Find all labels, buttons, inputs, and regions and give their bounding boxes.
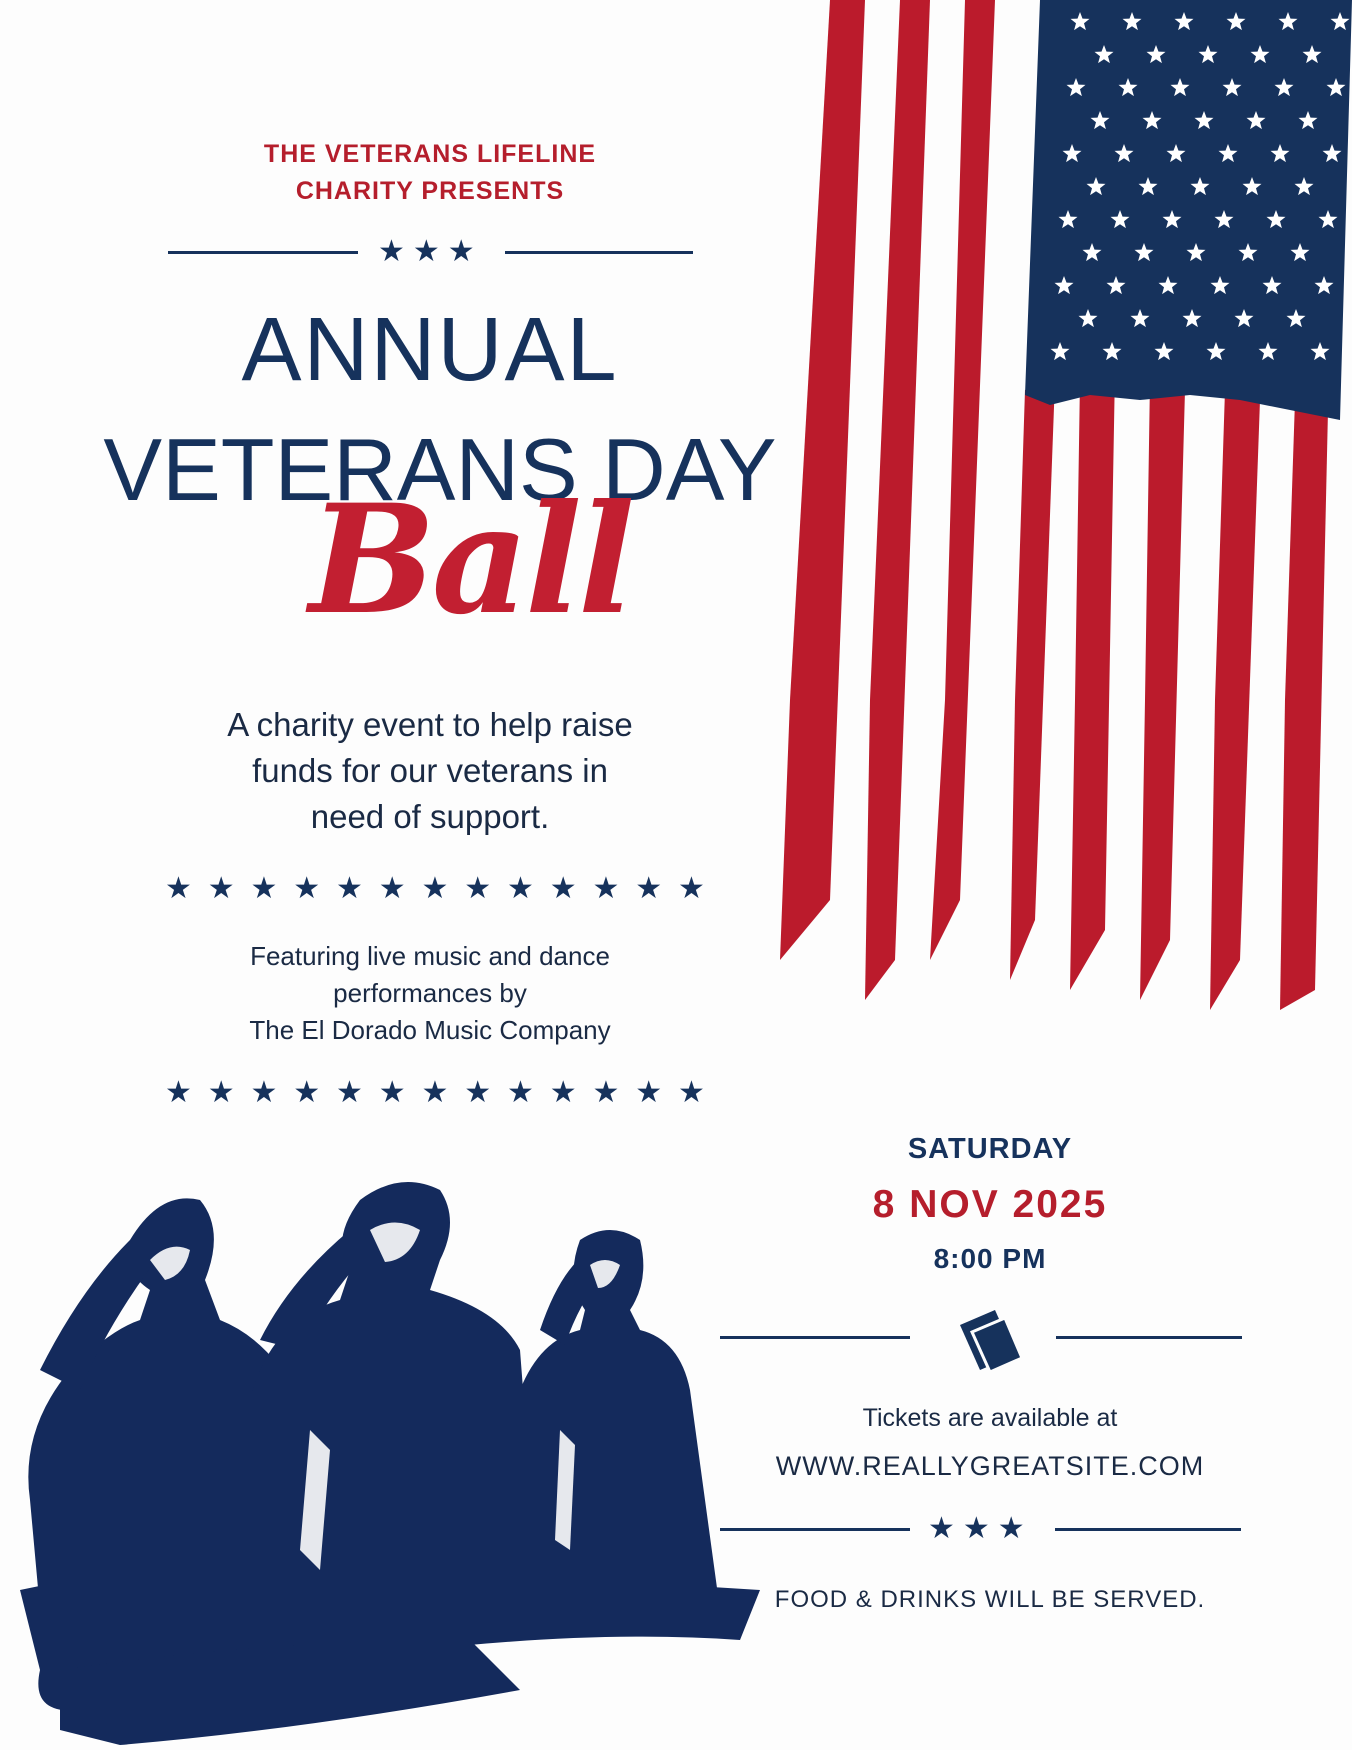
star-icon: ★ [336, 1076, 363, 1109]
star-icon: ★ [250, 872, 278, 905]
star-icon: ★ [549, 1076, 577, 1109]
star-icon: ★ [165, 1076, 192, 1109]
saluting-soldiers-graphic [0, 1170, 790, 1750]
title-veterans-day: VETERANS DAY [103, 420, 777, 519]
star-icon: ★ [165, 872, 192, 905]
star-icon: ★ [421, 1076, 449, 1109]
star-icon: ★ [464, 872, 492, 905]
star-icon: ★ [678, 872, 705, 905]
title-annual: ANNUAL [241, 300, 619, 400]
star-icon: ★ [207, 1076, 235, 1109]
food-drinks-note: FOOD & DRINKS WILL BE SERVED. [774, 1586, 1206, 1613]
presenter-line-1: THE VETERANS LIFELINE [263, 140, 597, 168]
star-icon: ★ [549, 872, 577, 905]
star-icon: ★ [336, 872, 363, 905]
star-icon: ★ [592, 872, 620, 905]
star-icon-group: ★★★ [928, 1512, 1033, 1545]
divider-left [168, 251, 358, 254]
star-icon-group: ★★★ [378, 235, 483, 268]
featuring-line-2: performances by [333, 978, 527, 1008]
ticket-divider-right [1056, 1336, 1242, 1339]
presenter-line-2: CHARITY PRESENTS [295, 177, 565, 205]
star-divider-top [165, 872, 705, 906]
event-time: 8:00 PM [933, 1243, 1047, 1274]
divider-right [505, 251, 693, 254]
star-icon: ★ [378, 1076, 406, 1109]
star-icon: ★ [293, 872, 321, 905]
star-icon: ★ [507, 872, 534, 905]
tickets-label: Tickets are available at [862, 1404, 1118, 1432]
featuring-line-1: Featuring live music and dance [250, 941, 610, 971]
description-line-1: A charity event to help raise [227, 706, 633, 743]
star-icon: ★ [207, 872, 235, 905]
star-icon: ★ [293, 1076, 321, 1109]
star-icon: ★ [250, 1076, 278, 1109]
flag-graphic [770, 0, 1352, 1020]
star-icon: ★ [635, 872, 663, 905]
star-icon: ★ [421, 872, 449, 905]
ticket-icon [950, 1300, 1030, 1380]
event-description [100, 702, 760, 840]
presenter-text [100, 136, 760, 210]
title-ball-script: Ball [309, 472, 631, 648]
star-icon: ★ [678, 1076, 705, 1109]
star-icon: ★ [507, 1076, 534, 1109]
featuring-line-3: The El Dorado Music Company [249, 1015, 611, 1045]
event-day: SATURDAY [907, 1133, 1073, 1165]
star-icon: ★ [464, 1076, 492, 1109]
star-icon: ★ [378, 872, 406, 905]
featuring-text [100, 938, 760, 1049]
star-icon: ★ [635, 1076, 663, 1109]
footer-divider-right [1055, 1528, 1241, 1531]
description-line-3: need of support. [310, 798, 550, 835]
star-icon: ★ [592, 1076, 620, 1109]
event-date: 8 NOV 2025 [872, 1183, 1108, 1226]
description-line-2: funds for our veterans in [252, 752, 608, 789]
tickets-website-link[interactable]: WWW.REALLYGREATSITE.COM [775, 1451, 1205, 1481]
star-divider-bottom [165, 1076, 705, 1110]
